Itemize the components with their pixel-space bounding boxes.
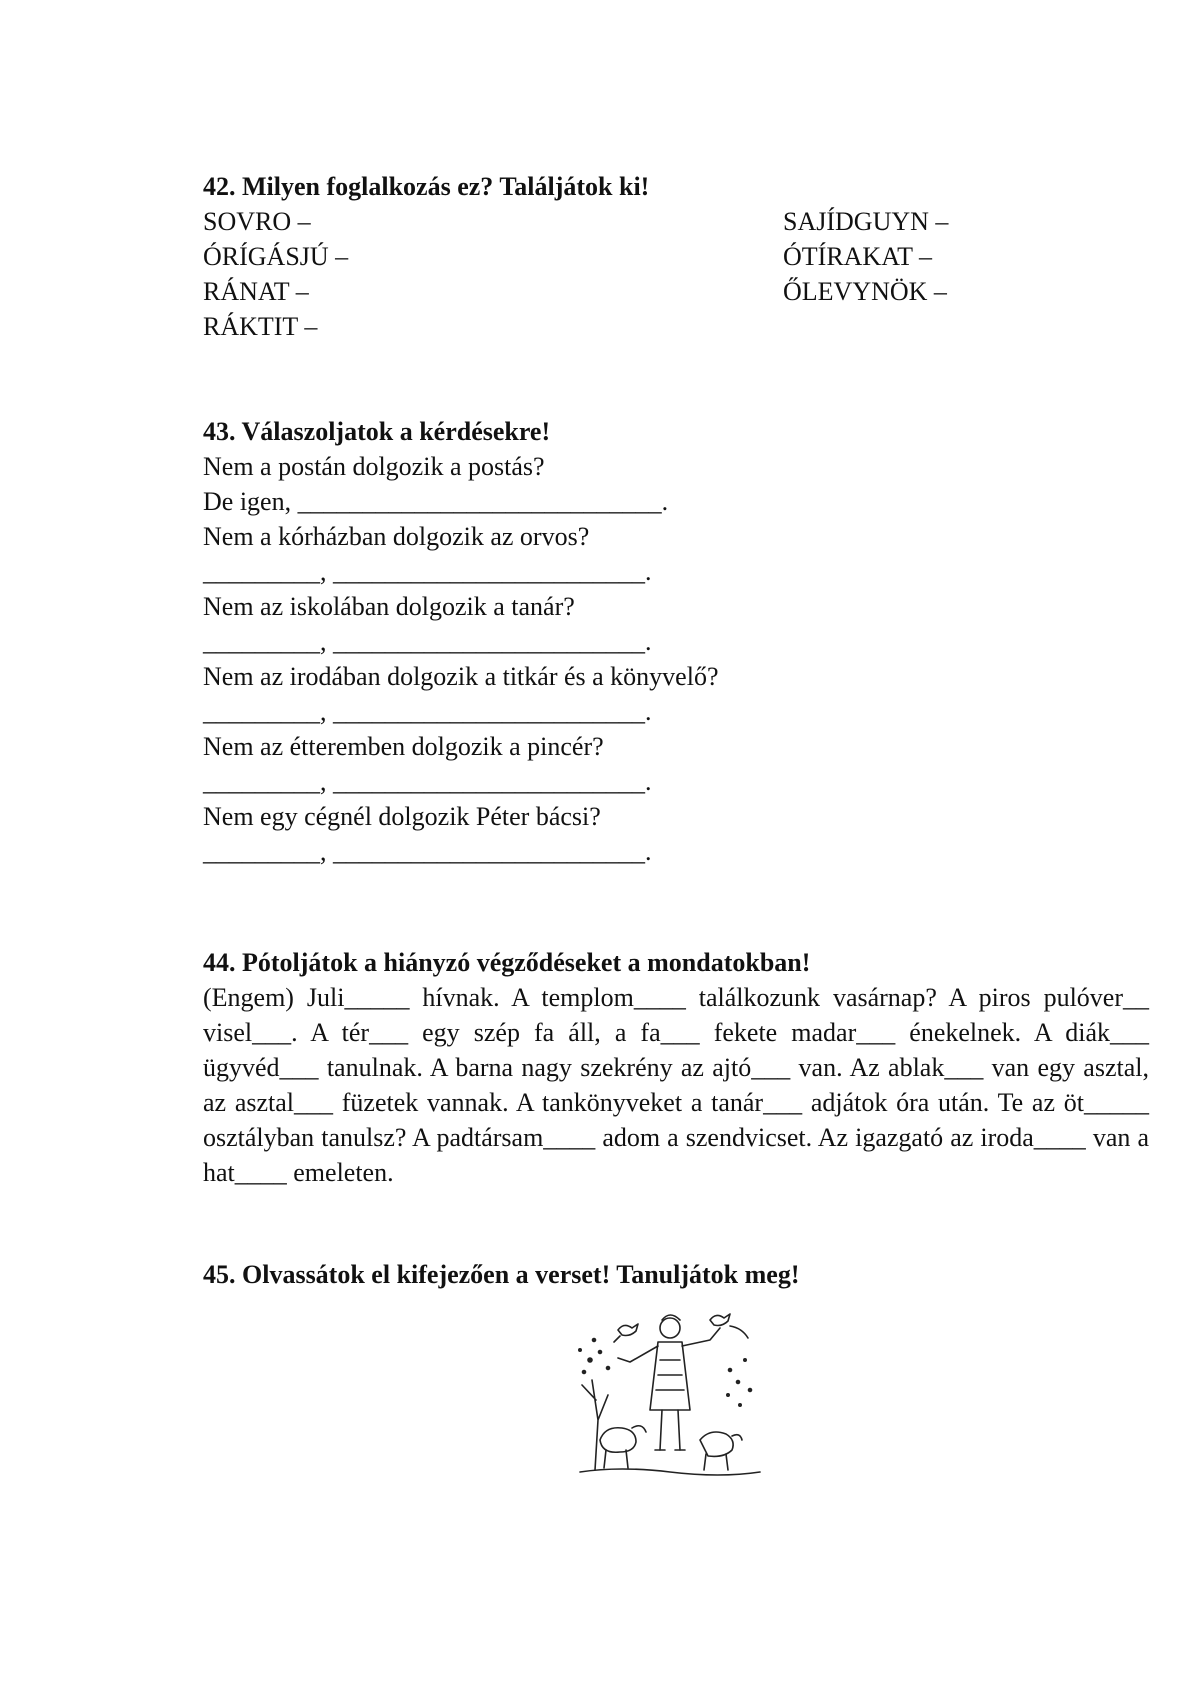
exercise-44 [203, 946, 1149, 1190]
question: Nem a postán dolgozik a postás? [203, 452, 545, 481]
scrambled-words [203, 204, 1153, 344]
question: Nem az étteremben dolgozik a pincér? [203, 732, 604, 761]
exercise-42 [203, 170, 1153, 344]
scrambled-words-right [783, 204, 948, 309]
scrambled-word: SOVRO – [203, 207, 311, 236]
exercise-45 [203, 1258, 1153, 1292]
answer-blank: _________, ________________________. [203, 697, 652, 726]
answer-blank: _________, ________________________. [203, 557, 652, 586]
question: Nem a kórházban dolgozik az orvos? [203, 522, 590, 551]
shepherd-illustration [570, 1300, 770, 1480]
scrambled-word: RÁKTIT – [203, 312, 318, 341]
exercise-42-heading: 42. Milyen foglalkozás ez? Találjátok ki! [203, 172, 650, 201]
exercise-45-heading: 45. Olvassátok el kifejezően a verset! Tanuljátok meg! [203, 1260, 800, 1289]
exercise-43-heading: 43. Válaszoljatok a kérdésekre! [203, 417, 551, 446]
scrambled-word: ÓRÍGÁSJÚ – [203, 242, 349, 271]
exercise-44-heading: 44. Pótoljátok a hiányzó végződéseket a mondatokban! [203, 948, 811, 977]
answer-blank: _________, ________________________. [203, 627, 652, 656]
answer-blank: De igen, ____________________________. [203, 487, 669, 516]
question: Nem az iskolában dolgozik a tanár? [203, 592, 575, 621]
answer-blank: _________, ________________________. [203, 837, 652, 866]
answer-blank: _________, ________________________. [203, 767, 652, 796]
scrambled-word: SAJÍDGUYN – [783, 207, 949, 236]
scrambled-words-left [203, 204, 348, 344]
question: Nem egy cégnél dolgozik Péter bácsi? [203, 802, 601, 831]
exercise-43 [203, 415, 1153, 869]
question: Nem az irodában dolgozik a titkár és a könyvelő? [203, 662, 719, 691]
scrambled-word: ŐLEVYNÖK – [783, 277, 947, 306]
scrambled-word: ÓTÍRAKAT – [783, 242, 933, 271]
scrambled-word: RÁNAT – [203, 277, 309, 306]
fill-in-paragraph: (Engem) Juli_____ hívnak. A templom____ találkozunk vasárnap? A piros pulóver__ visel___. A tér___ egy szép fa áll, a fa___ fekete madar___ énekelnek. A diák___ ügyvéd___ tanulnak. A barna nagy szekrény az ajtó___ van. Az ablak___ van egy asztal, az asztal___ füzetek vannak. A tankönyveket a tanár___ adjátok óra után. Te az öt_____ osztályban tanulsz? A padtársam____ adom a szendvicset. Az igazgató az iroda____ van a hat____ emeleten. [203, 983, 1149, 1187]
